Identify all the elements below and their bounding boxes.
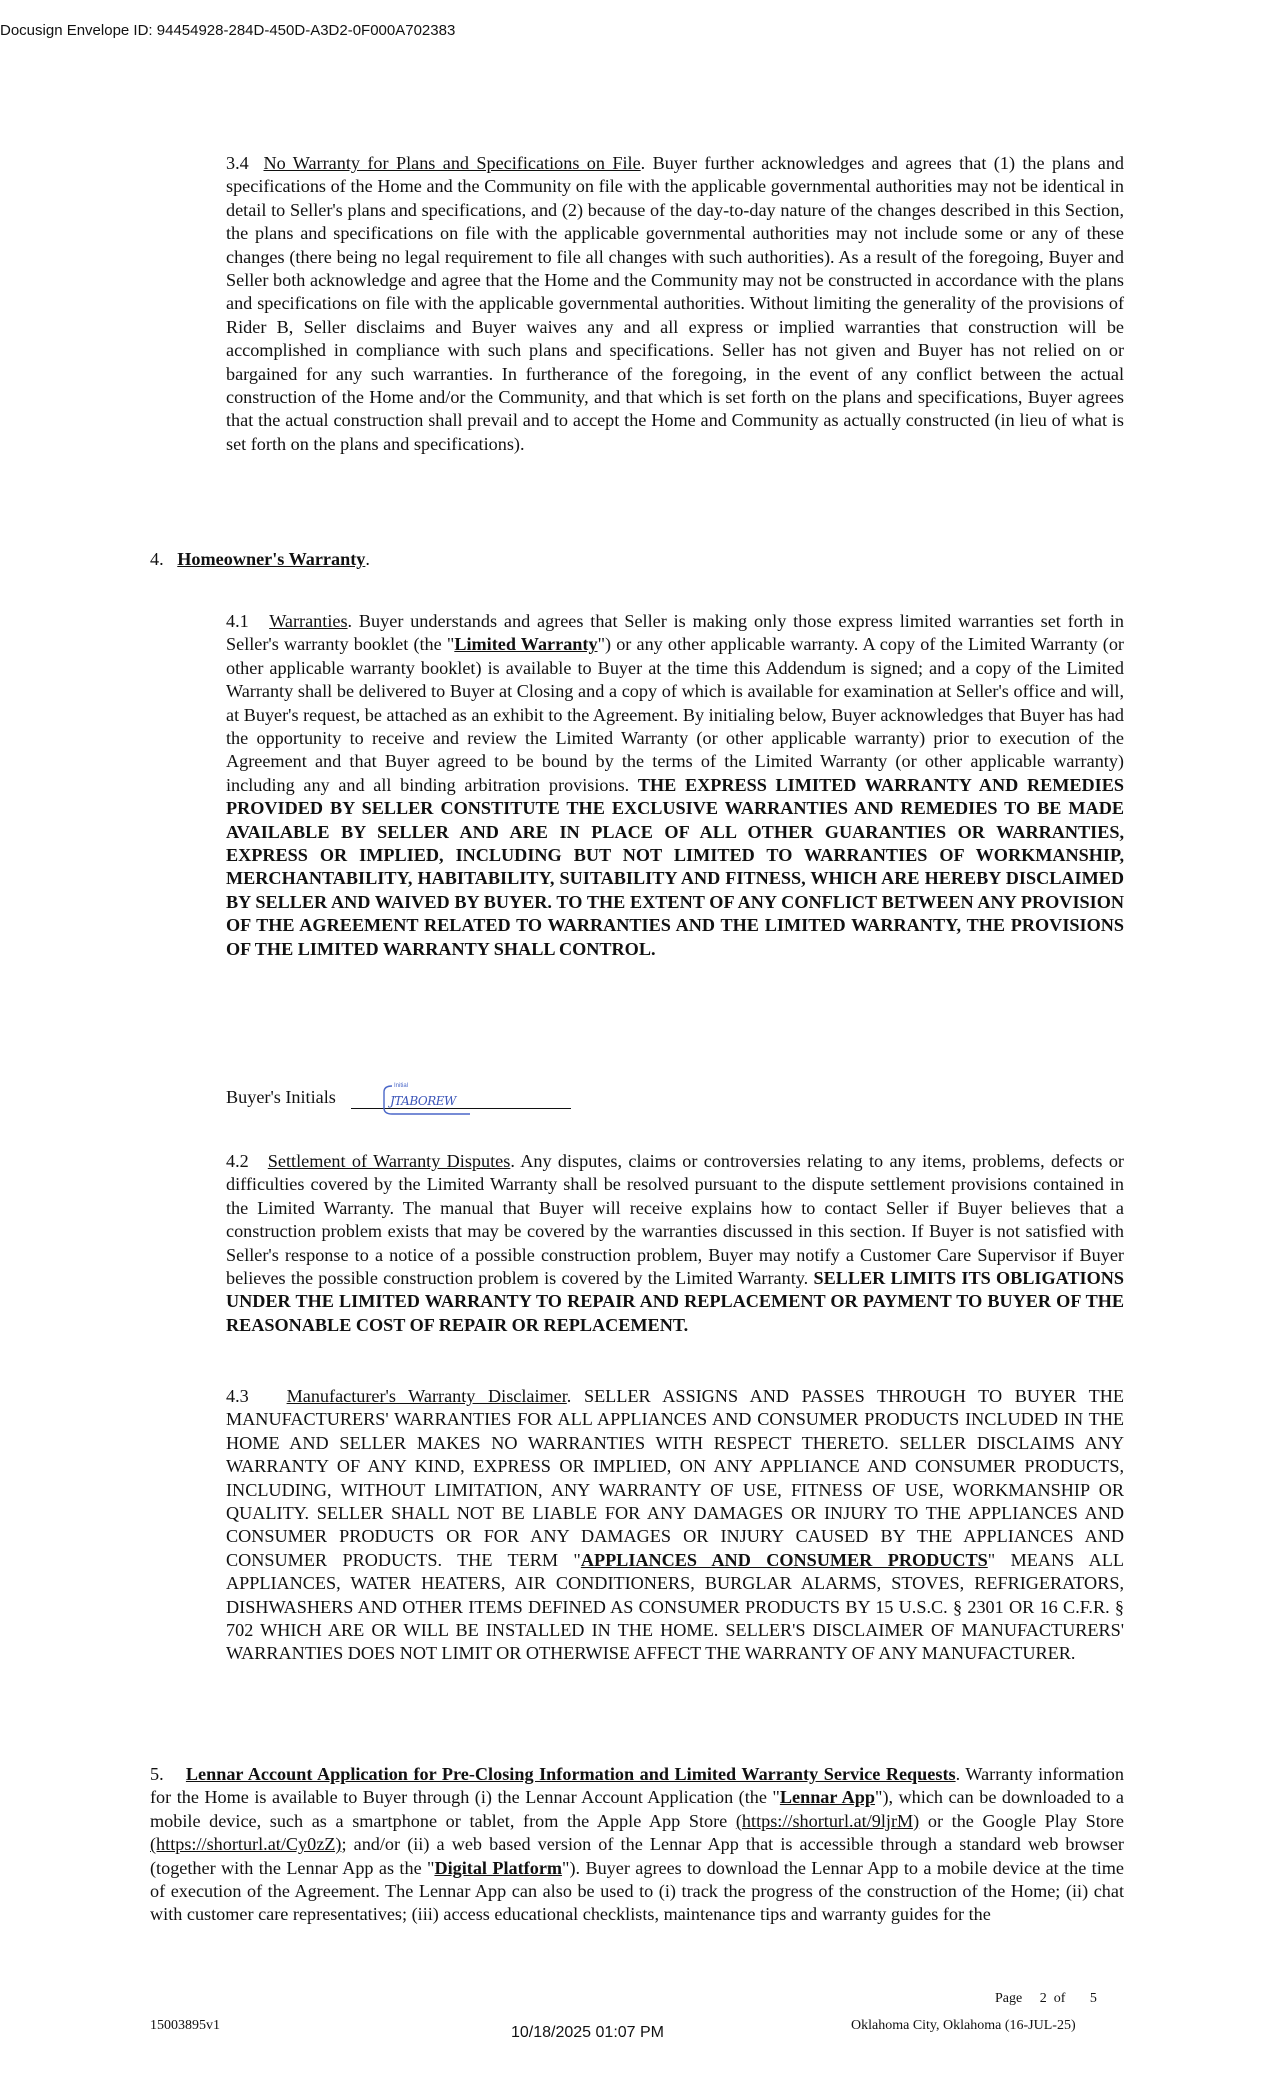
limited-warranty-term: Limited Warranty [454, 634, 598, 655]
section-4-number: 4. [150, 549, 164, 569]
page-of: of [1053, 1991, 1066, 2006]
page-total: 5 [1089, 1991, 1097, 2006]
apple-store-link[interactable]: (https://shorturl.at/9ljrM) [735, 1810, 920, 1831]
page-indicator [995, 1991, 1097, 2007]
section-4-1-body-b: ") or any other applicable warranty. A copy of the Limited Warranty (or other applicable warranty booklet) is available to Buyer at the time this Addendum is signed; and a copy of the Limited Warranty shall be delivered to Buyer at Closing and a copy of which is available for examination at Seller's office and will, at Buyer's request, be attached as an exhibit to the Agreement. By initialing below, Buyer acknowledges that Buyer has had the opportunity to receive and review the Limited Warranty (or other applicable warranty) prior to execution of the Agreement and that Buyer agreed to be bound by the terms of the Limited Warranty (or other applicable warranty) including any and all binding arbitration provisions. [226, 634, 1124, 795]
page-label: Page [995, 1991, 1023, 2006]
section-3-4-title: No Warranty for Plans and Specifications on File [263, 153, 641, 173]
envelope-id: Docusign Envelope ID: 94454928-284D-450D-A3D2-0F000A702383 [0, 22, 456, 39]
stamp-tag: Initial [394, 1083, 409, 1089]
section-4-heading [150, 548, 370, 571]
section-4-3-body-a: . SELLER ASSIGNS AND PASSES THROUGH TO BUYER THE MANUFACTURERS' WARRANTIES FOR ALL APPLIANCES AND CONSUMER PRODUCTS INCLUDED IN THE HOME AND SELLER MAKES NO WARRANTIES WITH RESPECT THERETO. SELLER DISCLAIMS ANY WARRANTY OF ANY KIND, EXPRESS OR IMPLIED, ON ANY APPLIANCE AND CONSUMER PRODUCTS, INCLUDING, WITHOUT LIMITATION, ANY WARRANTY OF USE, FITNESS OF USE, WORKMANSHIP OR QUALITY. SELLER SHALL NOT BE LIABLE FOR ANY DAMAGES OR INJURY TO THE APPLIANCES AND CONSUMER PRODUCTS OR FOR ANY DAMAGES OR INJURY CAUSED BY THE APPLIANCES AND CONSUMER PRODUCTS. THE TERM " [226, 1386, 1124, 1570]
section-3-4-number: 3.4 [226, 153, 249, 173]
buyers-initials-label: Buyer's Initials [226, 1087, 336, 1107]
page-number: 2 [1039, 1991, 1047, 2006]
section-5-body-a: . Warranty information for the Home is available to Buyer through (i) the Lennar Account Application (the " [150, 1764, 1124, 1808]
section-4-2-title: Settlement of Warranty Disputes [267, 1151, 511, 1171]
section-4-period: . [365, 549, 370, 569]
section-4-2-number: 4.2 [226, 1151, 249, 1171]
section-4-3-number: 4.3 [226, 1386, 249, 1406]
initials-signature-stamp[interactable] [378, 1080, 474, 1116]
section-3-4 [226, 152, 1124, 456]
section-5-number: 5. [150, 1764, 164, 1784]
digital-platform-term: Digital Platform [434, 1857, 563, 1878]
section-4-3-body-b: " MEANS ALL APPLIANCES, WATER HEATERS, AIR CONDITIONERS, BURGLAR ALARMS, STOVES, REFRIGERATORS, DISHWASHERS AND OTHER ITEMS DEFINED AS CONSUMER PRODUCTS BY 15 U.S.C. § 2301 OR 16 C.F.R. § 702 WHICH ARE OR WILL BE INSTALLED IN THE HOME. SELLER'S DISCLAIMER OF MANUFACTURERS' WARRANTIES DOES NOT LIMIT OR OTHERWISE AFFECT THE WARRANTY OF ANY MANUFACTURER. [226, 1549, 1124, 1664]
footer-location: Oklahoma City, Oklahoma (16-JUL-25) [851, 2018, 1076, 2033]
section-4-1-number: 4.1 [226, 611, 249, 631]
section-5-title: Lennar Account Application for Pre-Closing Information and Limited Warranty Service Requests [185, 1764, 956, 1784]
section-5-body-b: "), which can be downloaded to a mobile device, such as a smartphone or tablet, from the Apple App Store [150, 1787, 1125, 1831]
document-id: 15003895v1 [150, 2018, 220, 2033]
signed-datetime: 10/18/2025 01:07 PM [511, 2024, 665, 2041]
google-play-link[interactable]: (https://shorturl.at/Cy0zZ) [150, 1834, 342, 1855]
section-4-3-title: Manufacturer's Warranty Disclaimer [286, 1386, 567, 1406]
section-5-body-e: "). Buyer agrees to download the Lennar App to a mobile device at the time of execution of the Agreement. The Lennar App can also be used to (i) track the progress of the construction of the Home; (ii) chat with customer care representatives; (iii) access educational checklists, maintenance tips and warranty guides for the [150, 1857, 1124, 1925]
section-3-4-body: . Buyer further acknowledges and agrees that (1) the plans and specifications of the Home and the Community on file with the applicable governmental authorities may not be identical in detail to Seller's plans and specifications, and (2) because of the day-to-day nature of the changes described in this Section, the plans and specifications on file with the applicable governmental authorities may not include some or any of these changes (there being no legal requirement to file all changes with such authorities). As a result of the foregoing, Buyer and Seller both acknowledge and agree that the Home and the Community may not be constructed in accordance with the plans and specifications on file with the applicable governmental authorities. Without limiting the generality of the provisions of Rider B, Seller disclaims and Buyer waives any and all express or implied warranties that construction will be accomplished in compliance with such plans and specifications. Seller has not given and Buyer has not relied on or bargained for any such warranties. In furtherance of the foregoing, in the event of any conflict between the actual construction of the Home and/or the Community, and that which is set forth on the plans and specifications, Buyer agrees that the actual construction shall prevail and to accept the Home and Community as actually constructed (in lieu of what is set forth on the plans and specifications). [226, 153, 1125, 454]
section-4-1-body-a: . Buyer understands and agrees that Seller is making only those express limited warranties set forth in Seller's warranty booklet (the " [226, 611, 1124, 655]
section-4-2-body: . Any disputes, claims or controversies relating to any items, problems, defects or difficulties covered by the Limited Warranty shall be resolved pursuant to the dispute settlement provisions contained in the Limited Warranty. The manual that Buyer will receive explains how to contact Seller if Buyer believes that a construction problem exists that may be covered by the warranties discussed in this section. If Buyer is not satisfied with Seller's response to a notice of a possible construction problem, Buyer may notify a Customer Care Supervisor if Buyer believes the possible construction problem is covered by the Limited Warranty. [226, 1151, 1124, 1289]
section-5 [150, 1763, 1124, 1927]
section-4-title: Homeowner's Warranty [177, 549, 366, 569]
section-4-2 [226, 1150, 1124, 1337]
section-4-2-bold-limit: SELLER LIMITS ITS OBLIGATIONS UNDER THE LIMITED WARRANTY TO REPAIR AND REPLACEMENT OR PAYMENT TO BUYER OF THE REASONABLE COST OF REPAIR OR REPLACEMENT. [226, 1268, 1124, 1335]
initials-stamp-graphic [378, 1080, 474, 1116]
section-4-1-bold-disclaimer: THE EXPRESS LIMITED WARRANTY AND REMEDIES PROVIDED BY SELLER CONSTITUTE THE EXCLUSIVE WARRANTIES AND REMEDIES TO BE MADE AVAILABLE BY SELLER AND ARE IN PLACE OF ALL OTHER GUARANTIES OR WARRANTIES, EXPRESS OR IMPLIED, INCLUDING BUT NOT LIMITED TO WARRANTIES OF WORKMANSHIP, MERCHANTABILITY, HABITABILITY, SUITABILITY AND FITNESS, WHICH ARE HEREBY DISCLAIMED BY SELLER AND WAIVED BY BUYER. TO THE EXTENT OF ANY CONFLICT BETWEEN ANY PROVISION OF THE AGREEMENT RELATED TO WARRANTIES AND THE LIMITED WARRANTY, THE PROVISIONS OF THE LIMITED WARRANTY SHALL CONTROL. [226, 774, 1124, 959]
section-5-body-c: or the Google Play Store [919, 1810, 1124, 1831]
stamp-initials: JTABOREW [390, 1094, 456, 1108]
section-5-body-d: ; and/or (ii) a web based version of the Lennar App that is accessible through a standard web browser (together with the Lennar App as the " [150, 1834, 1124, 1878]
section-4-1-title: Warranties [269, 611, 348, 631]
lennar-app-term: Lennar App [779, 1787, 876, 1808]
section-4-1 [226, 610, 1124, 961]
appliances-term: APPLIANCES AND CONSUMER PRODUCTS [580, 1549, 988, 1570]
section-4-3 [226, 1385, 1124, 1666]
